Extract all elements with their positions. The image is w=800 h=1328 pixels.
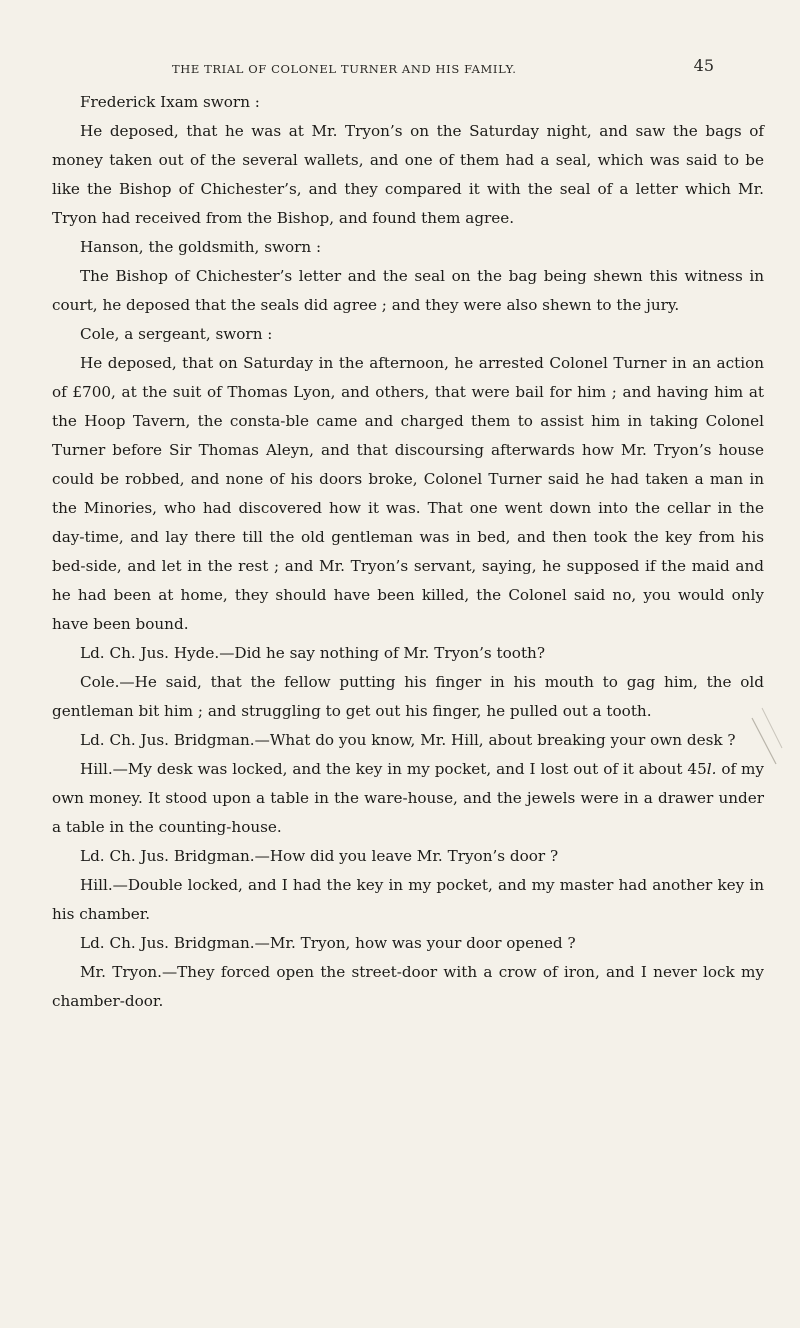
- body-text: [52, 88, 764, 1016]
- paragraph: Mr. Tryon.—They forced open the street-door with a crow of iron, and I never lock my chamber-door.: [52, 963, 764, 1010]
- currency-mark: l.: [706, 760, 717, 778]
- paragraph: Hanson, the goldsmith, sworn :: [80, 238, 322, 256]
- paragraph: He deposed, that on Saturday in the afternoon, he arrested Colonel Turner in an action of £700, at the suit of Thomas Lyon, and others, that were bail for him ; and having him at the Hoop Tavern, the consta-ble came and charged them to assist him in taking Colonel Turner before Sir Thomas Aleyn, and that discoursing afterwards how Mr. Tryon’s house could be robbed, and none of his doors broke, Colonel Turner said he had taken a man in the Minories, who had discovered how it was. That one went down into the cellar in the day-time, and lay there till the old gentleman was in bed, and then took the key from his bed-side, and let in the rest ; and Mr. Tryon’s servant, saying, he supposed if the maid and he had been at home, they should have been killed, the Colonel said no, you would only have been bound.: [52, 354, 764, 633]
- paragraph: Ld. Ch. Jus. Bridgman.—What do you know, Mr. Hill, about breaking your own desk ?: [80, 731, 736, 749]
- page-mark: [746, 698, 786, 768]
- paragraph: Cole, a sergeant, sworn :: [80, 325, 273, 343]
- paragraph: Cole.—He said, that the fellow putting his finger in his mouth to gag him, the old gentleman bit him ; and struggling to get out his finger, he pulled out a tooth.: [52, 673, 764, 720]
- paragraph: Frederick Ixam sworn :: [80, 93, 260, 111]
- paragraph: Ld. Ch. Jus. Bridgman.—Mr. Tryon, how was your door opened ?: [80, 934, 576, 952]
- paragraph: The Bishop of Chichester’s letter and the seal on the bag being shewn this witness in court, he deposed that the seals did agree ; and they were also shewn to the jury.: [52, 267, 764, 314]
- paragraph-text: Hill.—My desk was locked, and the key in my pocket, and I lost out of it about 45: [80, 760, 707, 778]
- page-number: 45: [693, 56, 714, 75]
- paragraph: He deposed, that he was at Mr. Tryon’s on the Saturday night, and saw the bags of money taken out of the several wallets, and one of them had a seal, which was said to be like the Bishop of Chichester’s, and they compared it with the seal of a letter which Mr. Tryon had received from the Bishop, and found them agree.: [52, 122, 764, 227]
- paragraph: Ld. Ch. Jus. Bridgman.—How did you leave Mr. Tryon’s door ?: [80, 847, 559, 865]
- paragraph: Ld. Ch. Jus. Hyde.—Did he say nothing of Mr. Tryon’s tooth?: [80, 644, 545, 662]
- running-head: THE TRIAL OF COLONEL TURNER AND HIS FAMILY.: [172, 62, 517, 76]
- paragraph-text: of my own money. It stood upon a table in the ware-house, and the jewels were in a drawer under a table in the counting-house.: [52, 760, 764, 836]
- paragraph: Hill.—Double locked, and I had the key in my pocket, and my master had another key in his chamber.: [52, 876, 764, 923]
- paragraph-hill-desk: [52, 755, 764, 842]
